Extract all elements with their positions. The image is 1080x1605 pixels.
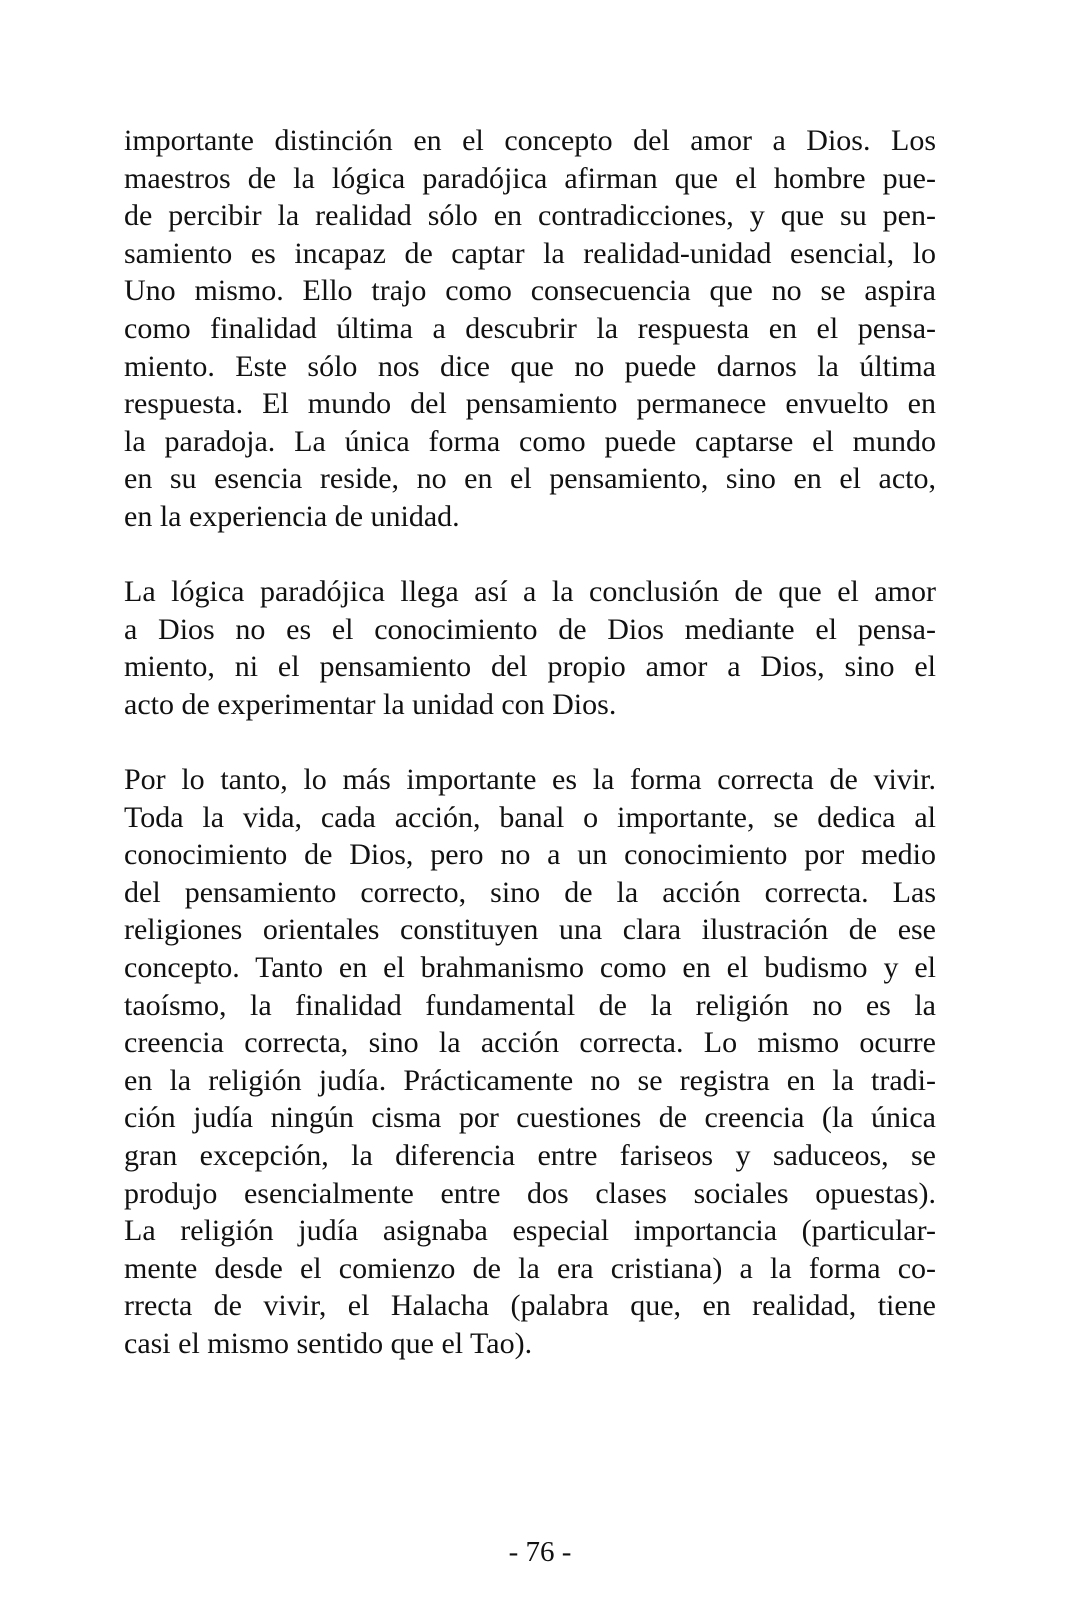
text-line: casi el mismo sentido que el Tao). bbox=[124, 1327, 533, 1360]
paragraph-spacer bbox=[124, 536, 936, 574]
text-line: gran excepción, la diferencia entre fariseos y saduceos, se bbox=[124, 1139, 936, 1173]
text-line: como finalidad última a descubrir la respuesta en el pensa- bbox=[124, 311, 936, 345]
text-line: samiento es incapaz de captar la realidad-unidad esencial, lo bbox=[124, 236, 936, 270]
text-line: Uno mismo. Ello trajo como consecuencia que no se aspira bbox=[124, 274, 936, 308]
text-line: acto de experimentar la unidad con Dios. bbox=[124, 687, 617, 721]
text-line: concepto. Tanto en el brahmanismo como en el budismo y el bbox=[124, 951, 936, 985]
text-line: miento. Este sólo nos dice que no puede darnos la última bbox=[124, 349, 936, 383]
text-line: mente desde el comienzo de la era cristiana) a la forma co- bbox=[124, 1251, 936, 1285]
text-line: produjo esencialmente entre dos clases sociales opuestas). bbox=[124, 1176, 936, 1210]
text-line: Toda la vida, cada acción, banal o importante, se dedica al bbox=[124, 800, 936, 834]
page-number: - 76 - bbox=[508, 1536, 572, 1568]
text-line: a Dios no es el conocimiento de Dios mediante el pensa- bbox=[124, 612, 936, 646]
text-line: en su esencia reside, no en el pensamiento, sino en el acto, bbox=[124, 462, 936, 496]
text-line: maestros de la lógica paradójica afirman que el hombre pue- bbox=[124, 161, 936, 195]
text-line: conocimiento de Dios, pero no a un conocimiento por medio bbox=[124, 838, 936, 872]
text-line: creencia correcta, sino la acción correcta. Lo mismo ocurre bbox=[124, 1026, 936, 1060]
text-line: en la religión judía. Prácticamente no se registra en la tradi- bbox=[124, 1063, 936, 1097]
text-line: Por lo tanto, lo más importante es la forma correcta de vivir. bbox=[124, 763, 936, 797]
text-line: la paradoja. La única forma como puede captarse el mundo bbox=[124, 424, 936, 458]
paragraph-2 bbox=[124, 573, 936, 723]
body-text bbox=[124, 122, 936, 1363]
text-line: La religión judía asignaba especial importancia (particular- bbox=[124, 1214, 936, 1248]
paragraph-3 bbox=[124, 761, 936, 1363]
text-line: en la experiencia de unidad. bbox=[124, 499, 460, 533]
paragraph-spacer bbox=[124, 724, 936, 762]
text-line: respuesta. El mundo del pensamiento permanece envuelto en bbox=[124, 387, 936, 421]
text-line: miento, ni el pensamiento del propio amor a Dios, sino el bbox=[124, 650, 936, 684]
text-line: del pensamiento correcto, sino de la acción correcta. Las bbox=[124, 875, 936, 909]
text-line: religiones orientales constituyen una clara ilustración de ese bbox=[124, 913, 936, 947]
paragraph-1 bbox=[124, 122, 936, 536]
text-line: importante distinción en el concepto del amor a Dios. Los bbox=[124, 124, 936, 157]
text-line: ción judía ningún cisma por cuestiones de creencia (la única bbox=[124, 1101, 936, 1135]
text-line: rrecta de vivir, el Halacha (palabra que, en realidad, tiene bbox=[124, 1289, 936, 1323]
text-line: taoísmo, la finalidad fundamental de la religión no es la bbox=[124, 988, 936, 1022]
text-line: La lógica paradójica llega así a la conclusión de que el amor bbox=[124, 575, 936, 609]
text-line: de percibir la realidad sólo en contradicciones, y que su pen- bbox=[124, 199, 936, 233]
